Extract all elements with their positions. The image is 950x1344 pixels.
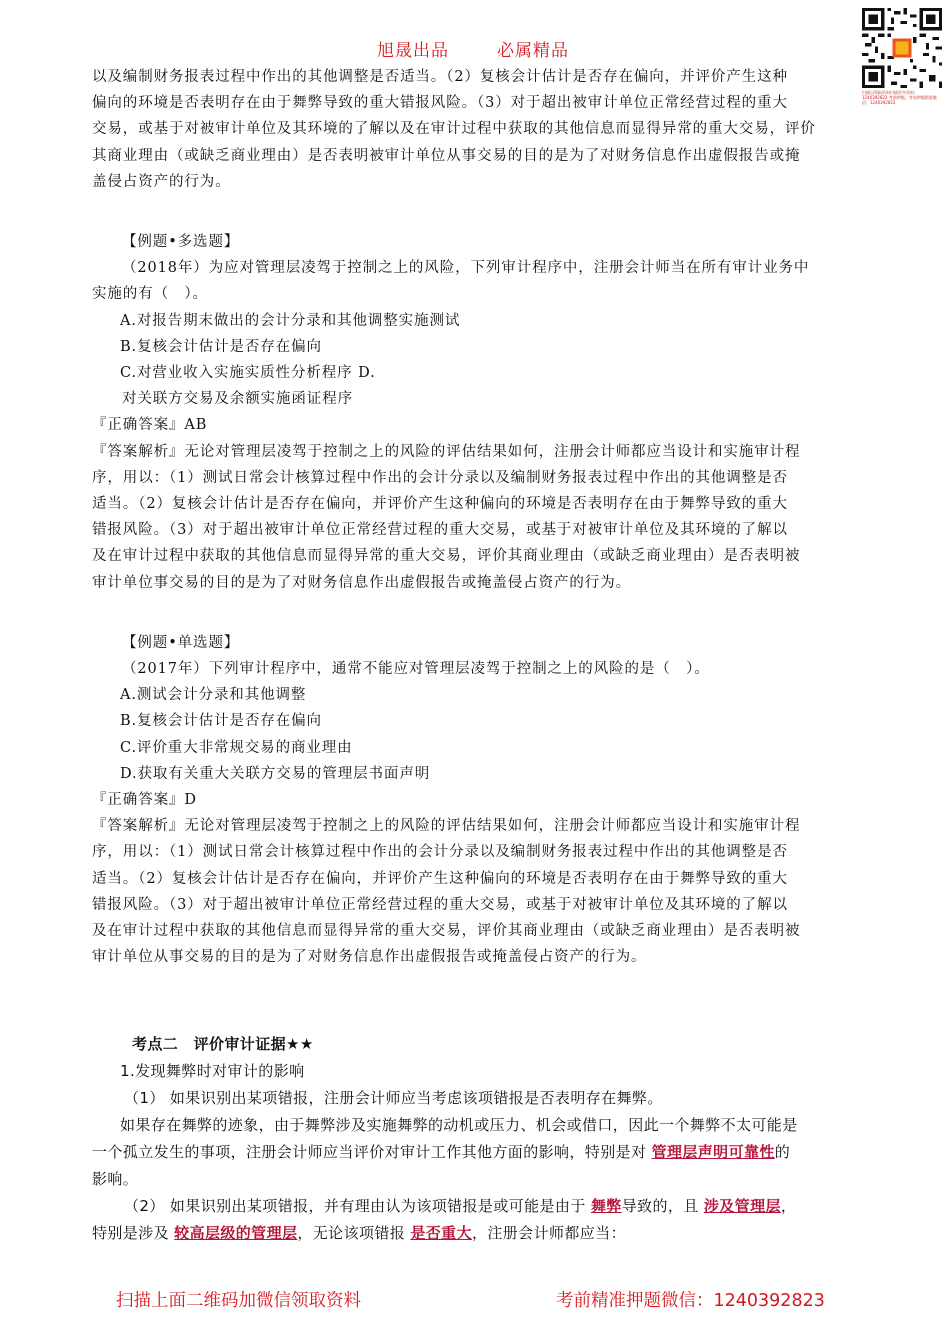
document-body (92, 64, 862, 1247)
header-brand-right: 必属精品 (497, 41, 569, 61)
paragraph: 影响。 (92, 1169, 139, 1188)
analysis-line: 适当。（2）复核会计估计是否存在偏向，并评价产生这种偏向的环境是否表明存在由于舞弊导致的重大 (92, 496, 788, 513)
analysis-line: 错报风险。（3）对于超出被审计单位正常经营过程的重大交易，或基于对被审计单位及其环境的了解以 (92, 896, 788, 913)
correct-answer: 『正确答案』AB (92, 417, 208, 434)
body-line: 交易，或基于对被审计单位及其环境的了解以及在审计过程中获取的其他信息而显得异常的重大交易，评价 (92, 121, 816, 138)
option-a: A.测试会计分录和其他调整 (120, 687, 307, 704)
example-label: 【例题•单选题】 (122, 634, 240, 651)
option-d: D.获取有关重大关联方交易的管理层书面声明 (120, 765, 431, 782)
paragraph: 特别是涉及 较高层级的管理层，无论该项错报 是否重大，注册会计师都应当： (92, 1223, 626, 1242)
body-line: 以及编制财务报表过程中作出的其他调整是否适当。（2）复核会计估计是否存在偏向，并评价产生这种 (92, 69, 788, 85)
footer-left-note: 扫描上面二维码加微信领取资料 (116, 1291, 361, 1311)
option-c: C.评价重大非常规交易的商业理由 (120, 739, 353, 756)
paragraph: （2） 如果识别出某项错报，并有理由认为该项错报是或可能是由于 舞弊导致的，且 涉及管理层， (124, 1196, 797, 1215)
analysis-line: 『答案解析』无论对管理层凌驾于控制之上的风险的评估结果如何，注册会计师都应当设计和实施审计程 (92, 443, 801, 460)
analysis-line: 及在审计过程中获取的其他信息而显得异常的重大交易，评价其商业理由（或缺乏商业理由）是否表明被 (92, 548, 801, 565)
correct-answer: 『正确答案』D (92, 792, 197, 809)
analysis-line: 序，用以：（1）测试日常会计核算过程中作出的会计分录以及编制财务报表过程中作出的其他调整是否 (92, 844, 788, 861)
paragraph: （1） 如果识别出某项错报，注册会计师应当考虑该项错报是否表明存在舞弊。 (124, 1088, 663, 1107)
option-a: A.对报告期末做出的会计分录和其他调整实施测试 (120, 312, 461, 329)
example-label: 【例题•多选题】 (122, 234, 240, 251)
header-brand-left: 旭晟出品 (377, 41, 449, 61)
highlight-term: 管理层声明可靠性 (651, 1142, 775, 1161)
question-text: （2018年）为应对管理层凌驾于控制之上的风险，下列审计程序中，注册会计师当在所有审计业务中 (122, 260, 810, 277)
analysis-line: 『答案解析』无论对管理层凌驾于控制之上的风险的评估结果如何，注册会计师都应当设计和实施审计程 (92, 818, 801, 835)
footer-right-note: 考前精准押题微信：1240392823 (556, 1291, 825, 1311)
highlight-term: 涉及管理层 (703, 1196, 781, 1215)
question-text: （2017年）下列审计程序中，通常不能应对管理层凌驾于控制之上的风险的是（ ）。 (122, 661, 710, 678)
analysis-line: 及在审计过程中获取的其他信息而显得异常的重大交易，评价其商业理由（或缺乏商业理由）是否表明被 (92, 923, 801, 940)
paragraph: 一个孤立发生的事项，注册会计师应当评价对审计工作其他方面的影响，特别是对 管理层声明可靠性的 (92, 1142, 791, 1161)
body-line: 其商业理由（或缺乏商业理由）是否表明被审计单位从事交易的目的是为了对财务信息作出虚假报告或掩 (92, 147, 801, 164)
analysis-line: 错报风险。（3）对于超出被审计单位正常经营过程的重大交易，或基于对被审计单位及其环境的了解以 (92, 522, 788, 539)
highlight-term: 舞弊 (590, 1196, 622, 1215)
option-b: B.复核会计估计是否存在偏向 (120, 338, 322, 355)
analysis-line: 审计单位事交易的目的是为了对财务信息作出虚假报告或掩盖侵占资产的行为。 (92, 574, 631, 591)
section-title: 考点二 评价审计证据★★ (132, 1034, 314, 1053)
body-line: 偏向的环境是否表明存在由于舞弊导致的重大错报风险。（3）对于超出被审计单位正常经营过程的重大 (92, 95, 788, 112)
option-d: 对关联方交易及余额实施函证程序 (122, 391, 353, 408)
body-line: 盖侵占资产的行为。 (92, 173, 231, 190)
paragraph: 如果存在舞弊的迹象，由于舞弊涉及实施舞弊的动机或压力、机会或借口，因此一个舞弊不太可能是 (120, 1115, 798, 1134)
subheading: 1.发现舞弊时对审计的影响 (120, 1061, 305, 1080)
qr-code-icon[interactable] (862, 8, 942, 88)
analysis-line: 审计单位从事交易的目的是为了对财务信息作出虚假报告或掩盖侵占资产的行为。 (92, 949, 647, 966)
qr-caption: 扫描以领取资料扫描更多资料：1240392823 考前押题，考前押题精准微信：1240392823 (862, 90, 937, 105)
section-evaluate-evidence (92, 1031, 862, 1247)
question-text: 实施的有（ ）。 (92, 286, 208, 303)
analysis-line: 序，用以：（1）测试日常会计核算过程中作出的会计分录以及编制财务报表过程中作出的其他调整是否 (92, 469, 788, 486)
option-b: B.复核会计估计是否存在偏向 (120, 713, 322, 730)
analysis-line: 适当。（2）复核会计估计是否存在偏向，并评价产生这种偏向的环境是否表明存在由于舞弊导致的重大 (92, 870, 788, 887)
option-c: C.对营业收入实施实质性分析程序 D. (120, 365, 376, 382)
highlight-term: 较高层级的管理层 (174, 1223, 298, 1242)
highlight-term: 是否重大 (410, 1223, 472, 1242)
